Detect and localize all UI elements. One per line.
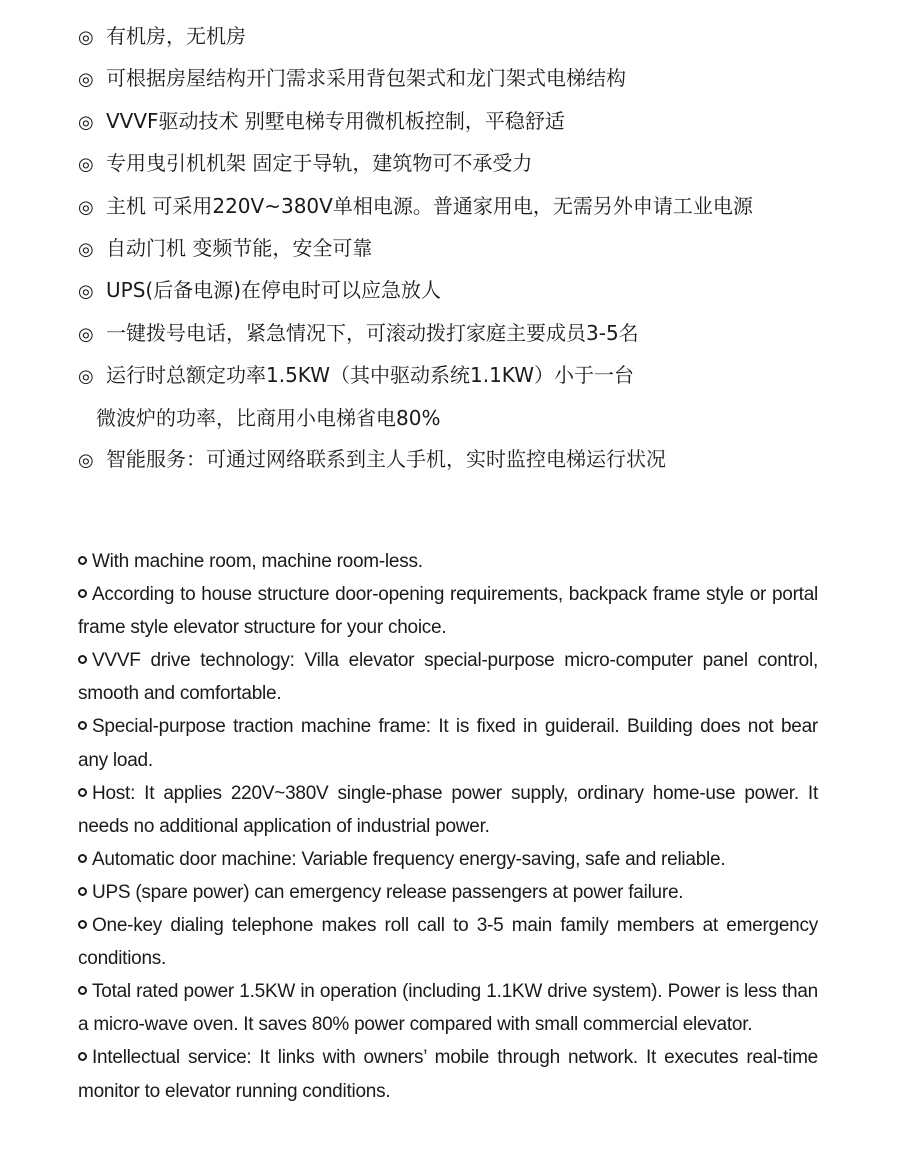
english-feature-list (78, 545, 818, 1108)
bullet-dot-icon (78, 1052, 87, 1061)
cn-feature-item (78, 355, 858, 397)
bullet-circle-icon: ◎ (78, 154, 94, 176)
en-feature-item (78, 876, 818, 909)
bullet-circle-icon: ◎ (78, 239, 94, 261)
cn-feature-text: 专用曳引机机架 固定于导轨，建筑物可不承受力 (106, 151, 533, 176)
en-feature-text: UPS (spare power) can emergency release passengers at power failure. (92, 881, 684, 903)
cn-feature-text: 自动门机 变频节能，安全可靠 (106, 236, 373, 261)
en-feature-item (78, 578, 818, 644)
bullet-circle-icon: ◎ (78, 281, 94, 303)
en-feature-text: With machine room, machine room-less. (92, 551, 423, 572)
en-feature-text: Intellectual service: It links with owners’ mobile through network. It executes real-time monitor to elevator running conditions. (78, 1047, 818, 1102)
en-feature-text: One-key dialing telephone makes roll call to 3-5 main family members at emergency conditions. (78, 915, 818, 970)
bullet-circle-icon: ◎ (78, 196, 94, 218)
bullet-dot-icon (78, 721, 87, 730)
cn-feature-item (78, 270, 858, 312)
cn-feature-text: 有机房，无机房 (106, 24, 246, 48)
cn-feature-text: UPS(后备电源)在停电时可以应急放人 (106, 278, 441, 303)
cn-feature-item (78, 58, 858, 100)
en-feature-item (78, 909, 818, 975)
bullet-circle-icon: ◎ (78, 111, 94, 133)
cn-feature-text: 微波炉的功率，比商用小电梯省电80% (96, 405, 441, 430)
bullet-dot-icon (78, 655, 87, 664)
en-feature-item (78, 644, 818, 710)
cn-feature-text: 运行时总额定功率1.5KW（其中驱动系统1.1KW）小于一台 (106, 363, 634, 388)
bullet-circle-icon: ◎ (78, 69, 94, 91)
cn-feature-text: 主机 可采用220V~380V单相电源。普通家用电，无需另外申请工业电源 (106, 193, 753, 218)
bullet-circle-icon: ◎ (78, 450, 94, 472)
en-feature-item (78, 545, 818, 578)
bullet-circle-icon: ◎ (78, 27, 94, 48)
cn-feature-item (78, 143, 858, 185)
bullet-dot-icon (78, 920, 87, 929)
bullet-circle-icon: ◎ (78, 323, 94, 345)
en-feature-item (78, 1041, 818, 1107)
cn-feature-text: 可根据房屋结构开门需求采用背包架式和龙门架式电梯结构 (106, 66, 626, 91)
cn-feature-continuation (78, 398, 858, 439)
cn-feature-text: 一键拨号电话，紧急情况下，可滚动拨打家庭主要成员3-5名 (106, 320, 639, 345)
bullet-dot-icon (78, 986, 87, 995)
en-feature-text: Host: It applies 220V~380V single-phase power supply, ordinary home-use power. It needs no additional application of industrial power. (78, 782, 818, 837)
en-feature-item (78, 843, 818, 876)
cn-feature-text: 智能服务：可通过网络联系到主人手机，实时监控电梯运行状况 (106, 447, 666, 472)
en-feature-text: Special-purpose traction machine frame: It is fixed in guiderail. Building does not bear any load. (78, 716, 818, 771)
bullet-circle-icon: ◎ (78, 366, 94, 388)
en-feature-text: Total rated power 1.5KW in operation (including 1.1KW drive system). Power is less than a micro-wave oven. It saves 80% power compared with small commercial elevator. (78, 981, 818, 1036)
bullet-dot-icon (78, 556, 87, 565)
en-feature-item (78, 975, 818, 1041)
en-feature-item (78, 777, 818, 843)
cn-feature-text: VVVF驱动技术 别墅电梯专用微机板控制，平稳舒适 (106, 108, 565, 133)
bullet-dot-icon (78, 854, 87, 863)
chinese-feature-list (78, 16, 858, 481)
cn-feature-item (78, 439, 858, 481)
bullet-dot-icon (78, 788, 87, 797)
cn-feature-item (78, 313, 858, 355)
en-feature-text: VVVF drive technology: Villa elevator special-purpose micro-computer panel control, smooth and comfortable. (78, 650, 818, 705)
cn-feature-item (78, 101, 858, 143)
cn-feature-item (78, 16, 858, 58)
bullet-dot-icon (78, 589, 87, 598)
en-feature-item (78, 710, 818, 776)
cn-feature-item (78, 228, 858, 270)
en-feature-text: Automatic door machine: Variable frequency energy-saving, safe and reliable. (92, 848, 726, 870)
bullet-dot-icon (78, 887, 87, 896)
cn-feature-item (78, 186, 858, 228)
en-feature-text: According to house structure door-opening requirements, backpack frame style or portal frame style elevator structure for your choice. (78, 584, 818, 639)
